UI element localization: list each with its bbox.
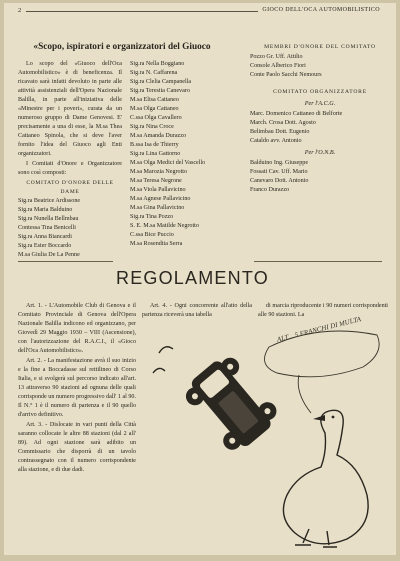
committee-member: M.sa Elisa Cattaneo <box>130 97 179 103</box>
committee-member: M.sa Rosendita Serra <box>130 241 183 247</box>
committee-member: M.sa Marozia Negrotto <box>130 169 188 175</box>
regolamento-art-4-continued: di marcia riproducente i 90 numeri corrispondenti alle 90 stazioni. La <box>258 303 388 318</box>
committee-member: Sig.ra Nina Croce <box>130 124 174 130</box>
committee-member: Sig.ra Teresita Canevaro <box>130 88 190 94</box>
committee-member: Sig.ra Ester Boccardo <box>18 243 72 249</box>
committee-member: M.sa Olga Cattaneo <box>130 106 179 112</box>
honor-members-heading: MEMBRI D'ONORE DEL COMITATO <box>264 44 376 50</box>
committee-member: M.sa Amanda Durazzo <box>130 133 187 139</box>
committee-member: Balduino Ing. Giuseppe <box>250 160 309 166</box>
committee-member: Sig.ra Lina Gattorno <box>130 151 181 157</box>
committee-member: Sig.ra Nunella Bellmbau <box>18 216 79 222</box>
committee-member: S. E. M.sa Matilde Negrotto <box>130 223 199 229</box>
tumbling-car-drawing <box>179 350 283 457</box>
article-paragraph: Art. 1. - L'Automobile Club di Genova e il Comitato Provinciale di Genova dell'Opera Nazionale Balilla indicono ed organizzano, per Giovedì 29 Maggio 1930 – VIII (Ascensione), con l'autorizzazione del R.A.C.I., il «Gioco dell'Oca Automobilistico». <box>18 303 136 354</box>
onb-subheading: Per l'O.N.B. <box>304 149 336 156</box>
committee-member: Sig.ra Beatrice Ardissone <box>18 198 81 204</box>
committee-member: C.ssa Bice Puccio <box>130 232 174 238</box>
regolamento-column-3 <box>258 302 388 321</box>
cartoon-drawing <box>149 323 389 553</box>
committee-member: Franco Durazzo <box>250 187 290 193</box>
committee-member: Canevaro Dott. Antonio <box>250 178 309 184</box>
regolamento-column-1 <box>18 302 136 476</box>
committee-member: Sig.ra Clelia Campanella <box>130 79 192 85</box>
regolamento-art-4: Art. 4. - Ogni concorrente all'atto della partenza riceverà una tabella <box>142 303 252 318</box>
goose-drawing <box>283 410 368 547</box>
organizing-committee-heading: COMITATO ORGANIZZATORE <box>273 89 367 95</box>
regolamento-column-2 <box>142 302 252 321</box>
honor-member: Console Alberico Fiori <box>250 63 306 69</box>
section-title: «Scopo, ispiratori e organizzatori del Giuoco <box>33 42 211 52</box>
page-number: 2 <box>18 7 22 14</box>
committee-member: Sig.ra Nella Boggiano <box>130 61 185 67</box>
committee-member: Belimbau Dott. Eugenio <box>250 129 310 135</box>
committee-member: C.ssa Olga Cavallero <box>130 115 182 121</box>
committee-heading: COMITATO D'ONORE DELLE DAME <box>26 180 114 195</box>
committee-member: Sig.ra Tina Pozzo <box>130 214 174 220</box>
committee-member: March. Crosa Dott. Agosto <box>250 120 316 126</box>
rule-left <box>18 261 113 262</box>
section1-column-2 <box>130 60 240 249</box>
article-paragraph: Art. 3. - Dislocate in vari punti della Città saranno collocate le altre 88 stazioni (dal 2 all' 89). Ad ogni stazione sarà adibito un Commissario che disporrà di un tavolo contrassegnato con il numero corrispondente alla stazione, e di due dadi. <box>18 422 136 473</box>
committee-member: M.sa Agnese Pallavicino <box>130 196 191 202</box>
section1-column-1 <box>18 60 122 260</box>
committee-member: M.sa Gina Pallavicino <box>130 205 185 211</box>
regolamento-title: REGOLAMENTO <box>116 268 269 288</box>
spacer <box>250 80 390 87</box>
paragraph: Lo scopo del «Giuoco dell'Oca Automobilistico» è di beneficenza. Il ricavato sarà infatti devoluto in parte alle attività assistenziali dell'Opera Nazionale Balilla, in parte all'iniziativa delle «Minestre per i poveri», curata da un numeroso gruppo di Dame Genovesi. E' precisamente a una di esse, la M.sa Thea Cattaneo Spinola, che si deve l'aver fornito l'idea del Giuoco agli Enti organizzatori. <box>18 61 122 157</box>
committee-member: Contessa Tina Benicelli <box>18 225 76 231</box>
committee-member: Sig.ra N. Caffarena <box>130 70 178 76</box>
header-title: GIOCO DELL'OCA AUTOMOBILISTICO <box>262 7 380 13</box>
header-rule <box>26 11 258 12</box>
honor-member: Pozzo Gr. Uff. Attilio <box>250 54 303 60</box>
handwritten-note: ALT... 5 FRANCHI DI MULTA <box>276 315 362 344</box>
committee-member: B.ssa Isa de Thierry <box>130 142 179 148</box>
paragraph: I Comitati d'Onore e Organizzatore sono così composti: <box>18 161 122 176</box>
committee-member: M.sa Giulia De La Penne <box>18 252 80 258</box>
section1-column-3 <box>250 42 390 195</box>
committee-member: M.sa Viola Pallavicino <box>130 187 186 193</box>
committee-member: Cataldo avv. Antonio <box>250 138 302 144</box>
committee-member: Sig.ra Maria Balduino <box>18 207 73 213</box>
committee-member: Fossati Cav. Uff. Mario <box>250 169 308 175</box>
page-header <box>14 7 386 17</box>
committee-member: Marc. Domenico Cattaneo di Belforte <box>250 111 343 117</box>
committee-member: M.sa Olga Medici del Vascello <box>130 160 206 166</box>
committee-member: Sig.ra Anna Biancardi <box>18 234 72 240</box>
rule-right <box>254 261 382 262</box>
aci-subheading: Per l'A.C.G. <box>304 100 336 107</box>
honor-member: Conte Paolo Sacchi Nemours <box>250 72 322 78</box>
speech-balloon <box>265 331 380 377</box>
article-paragraph: Art. 2. - La manifestazione avrà il suo inizio e la fine a Boccadasse sul rettilineo di Corso Italia, e si svolgerà sul percorso indicato all'art. 13 attraverso 90 stazioni ad ognuna delle quali corrisponde un numero progressivo dall' 1 al 90. Il N.° 1 è il numero di partenza e il 90 quello d'arrivo definitivo. <box>18 358 136 418</box>
document-page <box>4 3 396 555</box>
committee-member: M.sa Teresa Negrone <box>130 178 182 184</box>
